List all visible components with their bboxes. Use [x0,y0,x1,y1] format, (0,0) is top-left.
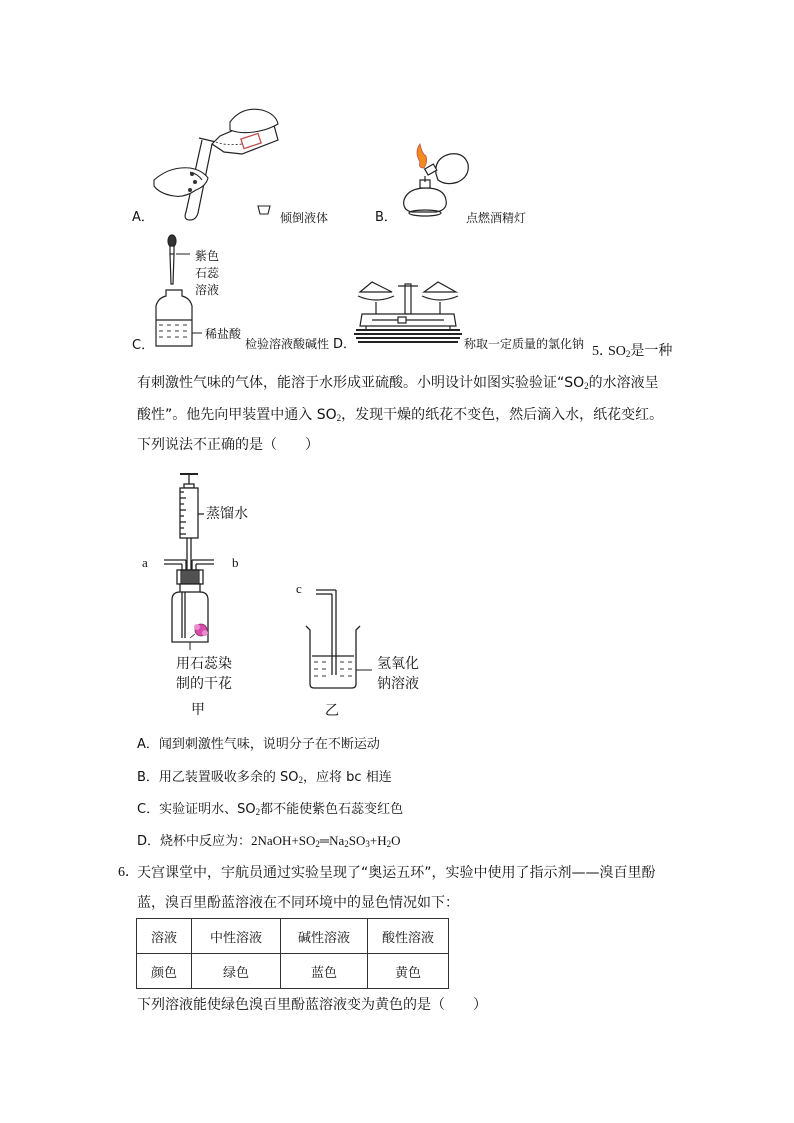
alcohol-lamp-icon [404,176,447,216]
balance-scale-icon [354,282,462,342]
table-cell: 黄色 [368,954,449,989]
hcl-label: 稀盐酸 [205,327,242,341]
option-a-caption: 倾倒液体 [280,211,329,225]
option-b-letter: B． [375,210,397,225]
litmus-label-1: 紫色 [195,249,220,263]
question-6-line-2: 蓝，溴百里酚蓝溶液在不同环境中的显色情况如下： [137,895,459,911]
naoh-label-2: 钠溶液 [377,676,419,692]
question-5-option-a: A．闻到刺激性气味，说明分子在不断运动 [137,737,380,752]
tube-a-label: a [142,555,148,570]
flame-icon [417,144,427,168]
table-cell: 中性溶液 [192,919,281,954]
table-row [137,919,449,954]
label-yi: 乙 [325,703,339,719]
question-5-line-2: 有刺激性气味的气体，能溶于水形成亚硫酸。小明设计如图实验验证“$SO_2$的水溶液呈 [137,375,659,391]
question-5-number: 5． [592,344,613,359]
question-5-option-b: B．用乙装置吸收多余的 $SO_2$，应将 bc 相连 [137,770,392,785]
indicator-color-table [136,918,449,989]
table-cell: 碱性溶液 [281,919,368,954]
table-cell: 颜色 [137,954,192,989]
question-5-option-d: D．烧杯中反应为：$2NaOH+SO_2═Na_2SO_3+H_2O$ [137,833,401,849]
option-c-letter: C． [132,338,155,353]
tube-c-label: c [296,581,302,596]
dropper-icon [168,235,176,284]
option-c-caption: 检验溶液酸碱性 [245,337,330,351]
question-6-line-1: 天宫课堂中，宇航员通过实验呈现了“奥运五环”，实验中使用了指示剂——溴百里酚 [137,865,656,881]
option-a-letter: A． [132,210,154,225]
second-alcohol-lamp-icon [425,154,469,184]
question-5-line-3: 酸性”。他先向甲装置中通入 $SO_2$，发现干燥的纸花不变色，然后滴入水，纸花变红。 [137,407,664,423]
question-6-line-3: 下列溶液能使绿色溴百里酚蓝溶液变为黄色的是（ ） [137,997,487,1013]
label-jia: 甲 [191,702,205,718]
chemical-equation: $2NaOH+SO_2═Na_2SO_3+H_2O$ [251,833,401,849]
pouring-liquid-illustration [150,100,280,222]
question-5-option-c: C．实验证明水、$SO_2$都不能使紫色石蕊变红色 [137,802,404,817]
bottle-stopper-icon [258,206,270,214]
table-cell: 绿色 [192,954,281,989]
flower-label-2: 制的干花 [176,676,232,692]
question-5-line-1: $SO_2$是一种 [608,343,673,359]
litmus-flower-icon [190,624,208,638]
beaker-icon [306,626,360,688]
naoh-liquid-icon [314,662,352,676]
balance-illustration [352,274,464,350]
question-5-line-4: 下列说法不正确的是（ ） [137,437,319,453]
option-d-caption: 称取一定质量的氯化钠 [464,337,585,351]
option-d-letter: D． [333,337,357,352]
question-6-number: 6． [118,865,139,880]
option-b-caption: 点燃酒精灯 [466,211,527,225]
left-hand-icon [154,168,208,197]
syringe-label: 蒸馏水 [206,506,248,522]
naoh-label-1: 氢氧化 [377,656,419,672]
tube-b-label: b [232,555,239,570]
table-row [137,954,449,989]
table-cell: 蓝色 [281,954,368,989]
flower-label-1: 用石蕊染 [176,656,232,672]
litmus-label-3: 溶液 [195,283,220,297]
litmus-label-2: 石蕊 [195,266,220,280]
table-cell: 酸性溶液 [368,919,449,954]
table-cell: 溶液 [137,919,192,954]
reagent-bottle-icon [156,290,192,346]
